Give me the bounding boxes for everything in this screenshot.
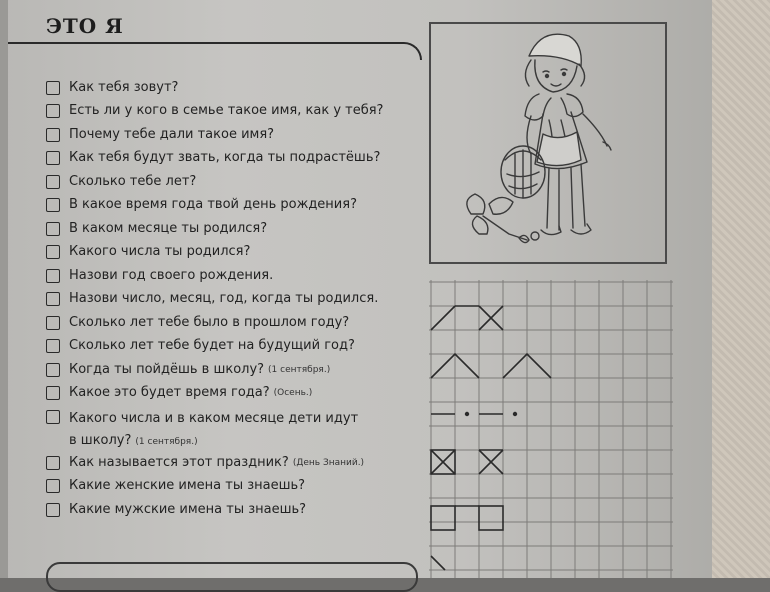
question-item <box>46 217 426 241</box>
question-text: В какое время года твой день рождения? <box>69 197 357 213</box>
checkbox[interactable] <box>46 151 60 165</box>
question-text: Какие мужские имена ты знаешь? <box>69 501 307 517</box>
checkbox[interactable] <box>46 222 60 236</box>
question-text: Как называется этот праздник? <box>69 454 289 470</box>
question-item <box>46 194 426 218</box>
answer-box[interactable] <box>46 562 418 592</box>
question-text: Какого числа ты родился? <box>69 244 251 260</box>
question-text-block <box>69 408 358 453</box>
checkbox[interactable] <box>46 128 60 142</box>
question-item <box>46 100 426 124</box>
question-item <box>46 475 426 499</box>
title-underline <box>8 42 422 60</box>
question-item <box>46 123 426 147</box>
checkbox[interactable] <box>46 386 60 400</box>
answer-hint: (День Знаний.) <box>292 457 365 468</box>
question-text: Когда ты пойдёшь в школу? <box>69 361 265 377</box>
question-text: Сколько лет тебе было в прошлом году? <box>69 314 350 330</box>
copy-pattern-grid <box>429 280 673 578</box>
grid-lines <box>429 280 673 578</box>
question-text: Есть ли у кого в семье такое имя, как у тебя? <box>69 103 384 119</box>
answer-hint: (1 сентября.) <box>135 437 198 447</box>
checkbox[interactable] <box>46 316 60 330</box>
question-item <box>46 451 426 475</box>
question-text: Назови число, месяц, год, когда ты родился. <box>69 291 379 307</box>
question-item <box>46 405 426 451</box>
checkbox[interactable] <box>46 292 60 306</box>
question-item <box>46 288 426 312</box>
checkbox[interactable] <box>46 198 60 212</box>
checkbox[interactable] <box>46 479 60 493</box>
question-text: Какого числа и в каком месяце дети идут <box>69 411 359 426</box>
answer-hint: (1 сентября.) <box>268 364 331 375</box>
question-item <box>46 498 426 522</box>
checkbox[interactable] <box>46 503 60 517</box>
question-text: Сколько лет тебе будет на будущий год? <box>69 338 355 354</box>
question-text-line2: в школу? <box>69 433 132 448</box>
lace-tablecloth-background <box>712 0 770 578</box>
question-item <box>46 147 426 171</box>
question-text: Какое это будет время года? <box>69 385 270 401</box>
illustration-frame <box>429 22 667 264</box>
question-text: Как тебя зовут? <box>69 79 179 95</box>
question-text: Как тебя будут звать, когда ты подрастёшь? <box>69 150 381 166</box>
question-item <box>46 170 426 194</box>
checkbox[interactable] <box>46 269 60 283</box>
question-item <box>46 264 426 288</box>
question-list <box>46 76 426 522</box>
checkbox[interactable] <box>46 81 60 95</box>
question-item <box>46 76 426 100</box>
checkbox[interactable] <box>46 363 60 377</box>
page-binding-edge <box>0 0 8 578</box>
page-title: ЭТО Я <box>46 14 124 38</box>
question-text: Сколько тебе лет? <box>69 173 197 189</box>
checkbox[interactable] <box>46 245 60 259</box>
question-item <box>46 241 426 265</box>
checkbox[interactable] <box>46 339 60 353</box>
question-text: Почему тебе дали такое имя? <box>69 126 275 142</box>
checkbox[interactable] <box>46 456 60 470</box>
answer-hint: (Осень.) <box>273 388 313 399</box>
question-text: В каком месяце ты родился? <box>69 220 268 236</box>
girl-illustration <box>431 24 665 262</box>
question-item <box>46 382 426 406</box>
checkbox[interactable] <box>46 104 60 118</box>
question-item <box>46 358 426 382</box>
question-item <box>46 335 426 359</box>
question-item <box>46 311 426 335</box>
question-text: Какие женские имена ты знаешь? <box>69 478 306 494</box>
checkbox[interactable] <box>46 410 60 424</box>
question-text: Назови год своего рождения. <box>69 267 274 283</box>
checkbox[interactable] <box>46 175 60 189</box>
